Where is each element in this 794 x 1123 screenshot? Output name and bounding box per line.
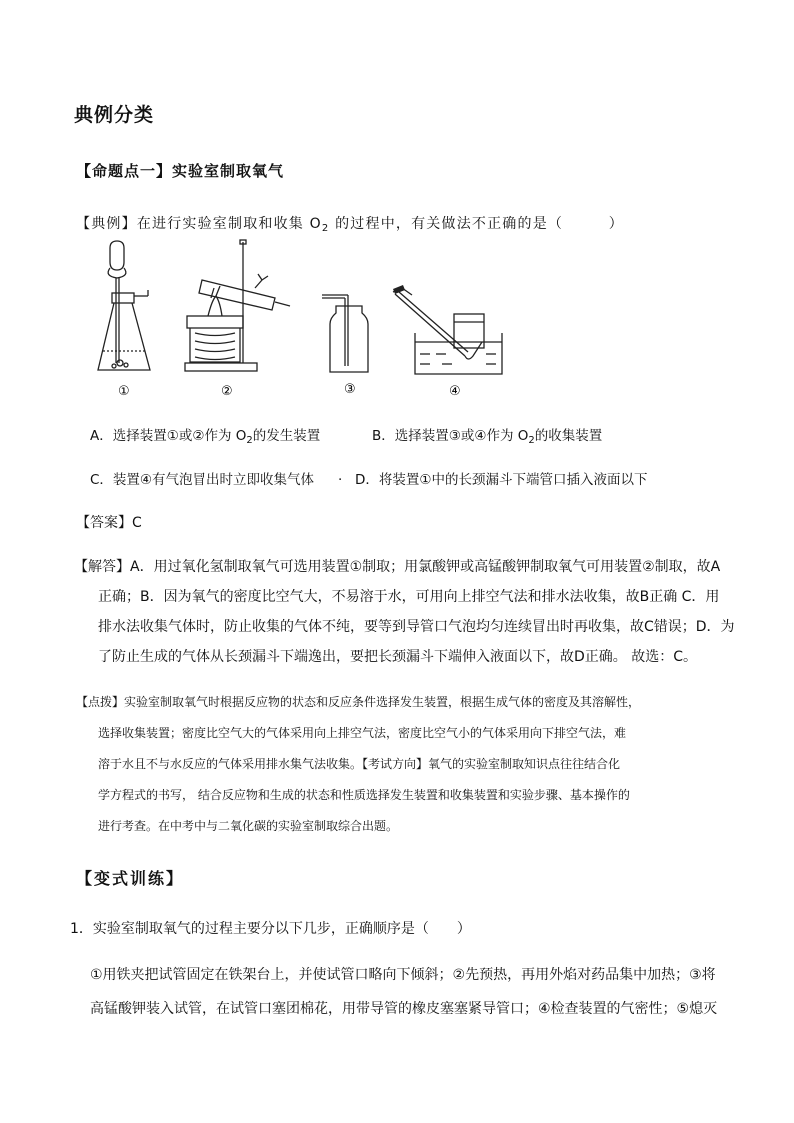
tips-line-1: 【点拨】实验室制取氧气时根据反应物的状态和反应条件选择发生装置，根据生成气体的密度及其溶解性， <box>76 695 641 709</box>
explanation <box>76 552 746 672</box>
apparatus-label-2: ② <box>221 384 233 399</box>
tips-line-4: 学方程式的书写， 结合反应物和生成的状态和性质选择发生装置和收集装置和实验步骤、基本操作的 <box>98 788 630 802</box>
question-1-line-1: ①用铁夹把试管固定在铁架台上，并使试管口略向下倾斜；②先预热，再用外焰对药品集中加热；③将 <box>90 967 716 983</box>
tips-line-5: 进行考查。在中考中与二氧化碳的实验室制取综合出题。 <box>98 819 399 833</box>
apparatus-label-3: ③ <box>344 382 356 397</box>
option-b <box>372 424 602 446</box>
option-a <box>90 424 320 446</box>
section-title: 典例分类 <box>74 104 155 126</box>
option-c: C．装置④有气泡冒出时立即收集气体 <box>90 472 315 488</box>
tips-line-2: 选择收集装置；密度比空气大的气体采用向上排空气法，密度比空气小的气体采用向下排空气法，难 <box>98 726 627 740</box>
option-b-pre: B．选择装置③或④作为 O <box>372 428 529 444</box>
option-b-sub: 2 <box>528 435 535 446</box>
tips-line-3: 溶于水且不与水反应的气体采用排水集气法收集。【考试方向】氧气的实验室制取知识点往往结合化 <box>98 757 621 771</box>
apparatus-3-gas-jar <box>322 295 368 372</box>
option-a-pre: A．选择装置①或②作为 O <box>90 428 247 444</box>
apparatus-2-heating <box>185 240 290 371</box>
apparatus-1-flask <box>98 241 150 370</box>
option-separator: . <box>338 468 343 484</box>
explanation-line-4: 了防止生成的气体从长颈漏斗下端逸出，要把长颈漏斗下端伸入液面以下，故D正确。 故选：C。 <box>98 649 698 665</box>
question-sub: 2 <box>321 223 330 234</box>
question-1-stem: 1．实验室制取氧气的过程主要分以下几步，正确顺序是（ ） <box>70 921 471 937</box>
explanation-line-2: 正确；B．因为氧气的密度比空气大，不易溶于水，可用向上排空气法和排水法收集，故B正确 C．用 <box>98 589 720 605</box>
question-pre: 在进行实验室制取和收集 O <box>136 216 322 232</box>
explanation-line-1: 【解答】A．用过氧化氢制取氧气可选用装置①制取；用氯酸钾或高锰酸钾制取氧气可用装置②制取，故A <box>74 559 721 575</box>
option-a-post: 的发生装置 <box>252 428 321 444</box>
example-tag: 【典例】 <box>76 216 137 232</box>
apparatus-label-4: ④ <box>449 384 461 399</box>
question-1-steps <box>90 958 740 1026</box>
answer: 【答案】C <box>76 515 142 531</box>
apparatus-figure <box>90 238 510 403</box>
apparatus-4-water-trough <box>393 285 502 374</box>
option-b-post: 的收集装置 <box>534 428 603 444</box>
tips <box>76 687 756 842</box>
option-a-sub: 2 <box>246 435 253 446</box>
question-1-line-2: 高锰酸钾装入试管，在试管口塞团棉花，用带导管的橡皮塞塞紧导管口；④检查装置的气密性；⑤熄灭 <box>90 1001 718 1017</box>
topic-heading: 【命题点一】实验室制取氧气 <box>76 162 285 180</box>
apparatus-label-1: ① <box>118 384 130 399</box>
example-question <box>76 213 624 234</box>
option-d: D．将装置①中的长颈漏斗下端管口插入液面以下 <box>355 472 648 488</box>
explanation-line-3: 排水法收集气体时，防止收集的气体不纯，要等到导管口气泡均匀连续冒出时再收集，故C错误；D．为 <box>98 619 735 635</box>
practice-heading: 【变式训练】 <box>76 869 185 888</box>
question-post: 的过程中，有关做法不正确的是（ ） <box>329 216 624 232</box>
